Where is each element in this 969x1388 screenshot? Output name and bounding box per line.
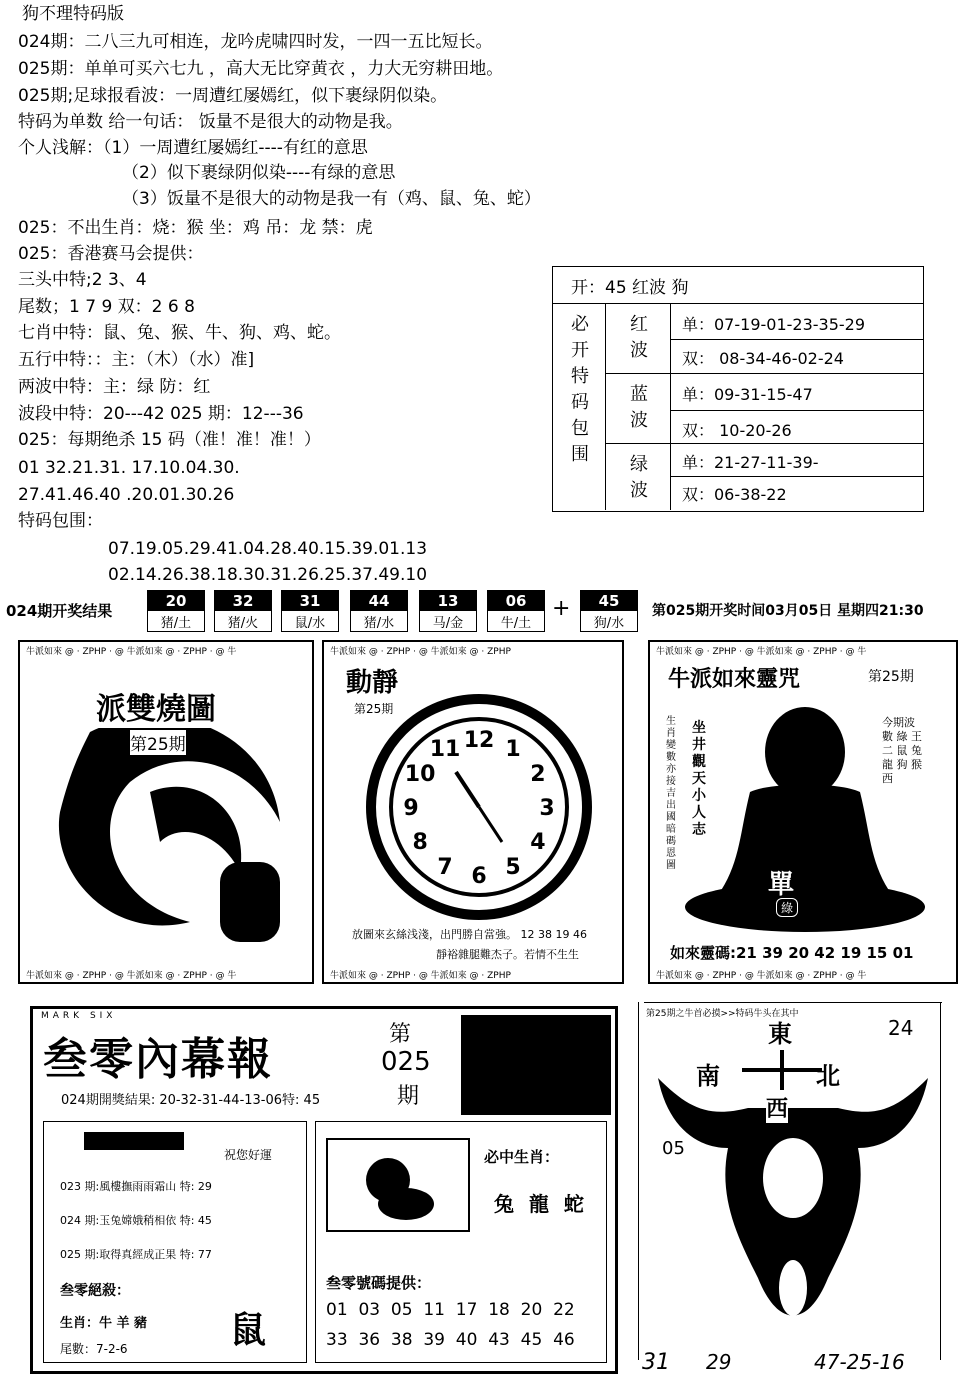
watermark-top: 牛派如來 @ · ZPHP · @ 牛派如來 @ · ZPHP [330,647,511,657]
open-result: 开：45 红波 狗 [571,278,689,298]
result-ball: 13 马/金 [419,590,477,632]
watermark-top: 牛派如來 @ · ZPHP · @ 牛派如來 @ · ZPHP · @ 牛 [26,647,237,657]
page-title: 狗不理特码版 [22,4,124,24]
text-line-14: 两波中特：主：绿 防：红 [18,377,211,397]
panel3-issue: 第25期 [868,669,914,685]
blue-even: 双： 10-20-26 [682,421,792,440]
issue-number: 025 [381,1047,431,1077]
special-ball: 45 狗/水 [580,590,638,632]
history-row: 025 期:取得真經成正果 特: 77 [60,1248,212,1261]
panel3-char: 單 [768,870,795,900]
kill-tail: 尾數：7-2-6 [60,1342,128,1356]
must-label: 必中生肖： [484,1148,560,1166]
watermark-top: 牛派如來 @ · ZPHP · @ 牛派如來 @ · ZPHP · @ 牛 [656,647,867,657]
panel3-title: 牛派如來靈咒 [668,667,801,692]
kill-zodiac: 生肖：牛 羊 豬 [60,1316,148,1331]
result-ball: 44 猪/水 [350,590,408,632]
skull-top-note: 第25期之牛首必摸>>特码牛头在其中 [646,1009,799,1019]
left-label: 生肖 變數 亦 接 吉 出 國 暗 碼 恩 圖 [666,716,676,871]
history-row: 024 期:玉兔嫦娥稍相依 特: 45 [60,1214,212,1227]
text-line-12: 七肖中特：鼠、兔、猴、牛、狗、鸡、蛇。 [18,323,341,343]
panel3-seal: 綠 [776,898,798,917]
last-results: 024期開獎結果: 20-32-31-44-13-06特: 45 [61,1093,321,1108]
red-wave-group [606,303,923,374]
left-subpanel [43,1121,307,1363]
issue-pre: 第 [389,1022,412,1047]
panel-clock [322,640,624,984]
text-line-4: 特码为单数 给一句话： 饭量不是很大的动物是我。 [18,112,403,132]
text-line-16: 025：每期绝杀 15 码（准！准！准！） [18,430,321,450]
subhead: 祝您好運 [224,1148,273,1162]
clock-numeral: 2 [530,762,546,787]
text-line-2: 025期：单单可买六七九 ，高大无比穿黄衣 ，力大无穷耕田地。 [18,59,504,79]
clock-numeral: 4 [530,830,546,855]
color-wave-box [552,266,924,512]
text-line-8: 025：不出生肖：烧：猴 坐：鸡 吊：龙 禁：虎 [18,218,373,238]
right-label: 今期波數 綠 王 二 鼠 兔 龍 狗 猴 西 [882,716,922,785]
right-subpanel [315,1121,607,1363]
bottom-right-numbers: 47-25-16 [814,1350,905,1374]
dir-north: 北 [816,1056,840,1091]
green-wave-label: 绿波 [630,454,648,501]
watermark-top: MARK SIX [41,1011,117,1021]
panel1-title: 派雙燒圖 [92,684,220,728]
text-line-1: 024期：二八三九可相连，龙吟虎啸四时发，一四一五比短长。 [18,32,493,52]
blue-wave-group [606,373,923,444]
result-ball: 06 牛/土 [487,590,545,632]
bottom-left-number: 31 [642,1350,670,1375]
clock-face [364,692,594,922]
text-line-5: 个人浅解：（1）一周遭红屡嫣红----有红的意思 [18,138,368,158]
panel2-title: 動靜 [346,668,399,698]
plus-sign: + [552,596,571,621]
text-line-3: 025期;足球报看波：一周遭红屡嫣红，似下裹绿阴似染。 [18,86,448,106]
watermark-bottom: 牛派如來 @ · ZPHP · @ 牛派如來 @ · ZPHP [330,971,511,981]
text-line-13: 五行中特：：主：（木）（水）准] [18,350,255,370]
clock-numeral: 10 [404,762,436,787]
text-line-19: 特码包围： [18,511,103,531]
blue-wave-label: 蓝波 [630,384,648,431]
left-rule [638,1002,639,1360]
text-line-10: 三头中特;2 3、4 [18,270,147,290]
panel-buddha [648,640,958,984]
number-24: 24 [888,1016,914,1040]
clock-numeral: 5 [505,854,521,880]
next-draw-time: 第025期开奖时间03月05日 星期四21:30 [652,603,924,619]
subpanel-banner [84,1132,184,1150]
box-side-label: 必开特码包围 [553,303,606,510]
blue-odd: 单：09-31-15-47 [682,385,813,404]
text-line-9: 025：香港赛马会提供： [18,244,204,264]
cross-vertical [780,1050,784,1090]
clock-numeral: 12 [463,728,495,753]
clock-numeral: 9 [403,796,419,821]
panel2-issue: 第25期 [354,702,394,716]
skull-image [648,1038,938,1338]
dir-east: 東 [768,1020,792,1048]
red-even: 双： 08-34-46-02-24 [682,349,844,368]
kill-label: 叁零絕殺： [60,1283,130,1299]
dir-west: 西 [766,1092,788,1123]
clock-numeral: 7 [437,854,453,880]
provide-label: 叁零號碼提供： [326,1274,432,1292]
panel2-caption-1: 放圖來玄絲浅淺，出門勝自當強。 12 38 19 46 [352,928,587,941]
result-ball: 32 猪/火 [214,590,272,632]
panel3-codes: 如來靈碼:21 39 20 42 19 15 01 [670,944,914,962]
result-ball: 31 鼠/水 [281,590,339,632]
text-line-18: 27.41.46.40 .20.01.30.26 [18,485,235,505]
watermark-bottom: 牛派如來 @ · ZPHP · @ 牛派如來 @ · ZPHP · @ 牛 [656,971,867,981]
numbers-row-2: 33 36 38 39 40 43 45 46 [326,1330,575,1350]
red-wave-label: 红波 [630,314,648,361]
result-ball: 20 猪/土 [147,590,205,632]
panel-neimubao [30,1006,618,1374]
text-line-17: 01 32.21.31. 17.10.04.30. [18,458,240,478]
left-words: 坐井觀天小人志 [692,720,706,838]
text-line-15: 波段中特：20---42 025 期：12---36 [18,404,304,424]
clock-numeral: 1 [505,737,521,763]
text-line-21: 02.14.26.38.18.30.31.26.25.37.49.10 [108,565,428,585]
monkey-image [326,1138,470,1232]
panel2-caption-2: 靜裕雜腿難杰子。若情不生生 [436,948,579,961]
green-even: 双：06-38-22 [682,485,787,504]
watermark-bottom: 牛派如來 @ · ZPHP · @ 牛派如來 @ · ZPHP · @ 牛 [26,971,237,981]
panel4-title: 叁零內幕報 [43,1034,273,1085]
top-rule [644,1002,942,1003]
numbers-row-1: 01 03 05 11 17 18 20 22 [326,1300,575,1320]
text-line-7: （3）饭量不是很大的动物是我一有（鸡、鼠、兔、蛇） [122,189,541,209]
header-image [461,1015,611,1115]
right-rule [940,1002,941,1360]
must-zodiacs: 兔 龍 蛇 [494,1192,588,1216]
dir-south: 南 [696,1056,720,1091]
clock-numeral: 6 [471,864,487,889]
clock-numeral: 3 [539,796,555,821]
clock-numeral: 8 [412,830,428,855]
clock-numeral: 11 [429,737,461,763]
issue-post: 期 [397,1084,420,1109]
green-wave-group [606,443,923,510]
bottom-mid-number: 29 [706,1350,732,1374]
results-label: 024期开奖结果 [6,602,113,620]
red-odd: 单：07-19-01-23-35-29 [682,315,866,334]
panel1-issue: 第25期 [130,730,186,755]
panel-shaotu [18,640,314,984]
green-odd: 单：21-27-11-39- [682,453,819,472]
history-row: 023 期:風樓撫雨雨霜山 特: 29 [60,1180,212,1193]
text-line-20: 07.19.05.29.41.04.28.40.15.39.01.13 [108,539,428,559]
results-strip [0,588,969,632]
panel-bull-skull [638,998,948,1380]
text-line-6: （2）似下裹绿阴似染----有绿的意思 [122,163,396,183]
zodiac-stamp: 鼠 [230,1310,267,1351]
number-05: 05 [662,1138,685,1159]
text-line-11: 尾数；1 7 9 双：2 6 8 [18,297,195,317]
